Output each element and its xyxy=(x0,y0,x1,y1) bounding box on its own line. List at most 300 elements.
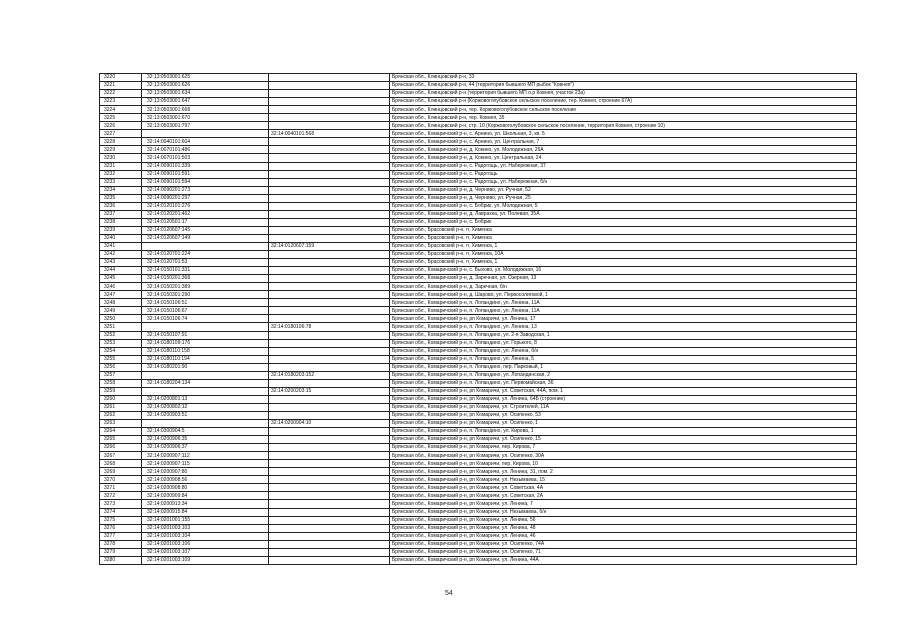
table-row xyxy=(100,74,857,82)
table-row xyxy=(100,210,857,218)
row-number-cell: 3251 xyxy=(100,323,142,331)
table-row xyxy=(100,387,857,395)
registry-table-body xyxy=(100,74,857,565)
row-number-cell: 3226 xyxy=(100,122,142,130)
cadastral-number-cell xyxy=(142,420,269,428)
table-row xyxy=(100,444,857,452)
cadastral-number-alt-cell xyxy=(269,516,390,524)
table-row xyxy=(100,218,857,226)
row-number-cell: 3275 xyxy=(100,516,142,524)
row-number-cell: 3241 xyxy=(100,242,142,250)
address-cell: Брянская обл., Комаричский р-н, д. Черняво, ул. Ручная, 25 xyxy=(390,194,857,202)
address-cell: Брянская обл., Клинцовский р-н, стр. 10 (Коржовоголубовское сельское поселение, территория Ковнея, строение 10) xyxy=(390,122,857,130)
table-row xyxy=(100,178,857,186)
row-number-cell: 3236 xyxy=(100,202,142,210)
row-number-cell: 3270 xyxy=(100,476,142,484)
table-row xyxy=(100,371,857,379)
cadastral-number-alt-cell xyxy=(269,90,390,98)
table-row xyxy=(100,122,857,130)
row-number-cell: 3235 xyxy=(100,194,142,202)
table-row xyxy=(100,234,857,242)
cadastral-number-alt-cell xyxy=(269,218,390,226)
cadastral-number-alt-cell xyxy=(269,275,390,283)
address-cell: Брянская обл., Комаричский р-н, рп Комаричи, ул. Незымаева, б/н xyxy=(390,508,857,516)
table-row xyxy=(100,500,857,508)
address-cell: Брянская обл., Брасовский р-н, п. Хименка xyxy=(390,234,857,242)
table-row xyxy=(100,146,857,154)
address-cell: Брянская обл., Комаричский р-н, рп Комаричи, ул. Осипенко, 30А xyxy=(390,452,857,460)
cadastral-number-cell: 32:13:0503001:626 xyxy=(142,82,269,90)
row-number-cell: 3260 xyxy=(100,395,142,403)
cadastral-number-cell: 32:14:0180110:194 xyxy=(142,355,269,363)
cadastral-number-alt-cell xyxy=(269,492,390,500)
table-row xyxy=(100,411,857,419)
address-cell: Брянская обл., Комаричский р-н, п. Лопандино, ул. 2-я Заводская, 1 xyxy=(390,331,857,339)
table-row xyxy=(100,154,857,162)
cadastral-number-cell: 32:14:0150106:51 xyxy=(142,299,269,307)
cadastral-number-cell: 32:14:0150301:290 xyxy=(142,291,269,299)
address-cell: Брянская обл., Комаричский р-н, рп Комаричи, пер. Кирова, 10 xyxy=(390,460,857,468)
address-cell: Брянская обл., Комаричский р-н, рп Комаричи, ул. Осипенко, 15 xyxy=(390,436,857,444)
table-row xyxy=(100,516,857,524)
row-number-cell: 3279 xyxy=(100,548,142,556)
address-cell: Брянская обл., Комаричский р-н, рп Комаричи, ул. Строителей, 11А xyxy=(390,403,857,411)
cadastral-number-cell: 32:14:0150101:331 xyxy=(142,267,269,275)
cadastral-number-cell: 32:14:0120607:149 xyxy=(142,234,269,242)
cadastral-number-cell: 32:14:0120501:17 xyxy=(142,218,269,226)
address-cell: Брянская обл., Комаричский р-н, п. Лопандино, ул. Первомайская, 36 xyxy=(390,379,857,387)
cadastral-number-cell: 32:14:0150106:74 xyxy=(142,315,269,323)
cadastral-number-cell: 32:14:0200907:80 xyxy=(142,468,269,476)
cadastral-number-cell: 32:14:0180109:176 xyxy=(142,339,269,347)
address-cell: Брянская обл., Комаричский р-н, рп Комаричи, ул. Осипенко, 53 xyxy=(390,411,857,419)
address-cell: Брянская обл., Комаричский р-н, п. Лопандино, пер. Парковый, 1 xyxy=(390,363,857,371)
row-number-cell: 3229 xyxy=(100,146,142,154)
address-cell: Брянская обл., Комаричский р-н, с. Бобрик xyxy=(390,218,857,226)
cadastral-number-cell: 32:14:0200909:84 xyxy=(142,492,269,500)
address-cell: Брянская обл., Брасовский р-н, п. Хименка xyxy=(390,226,857,234)
cadastral-number-alt-cell xyxy=(269,532,390,540)
row-number-cell: 3237 xyxy=(100,210,142,218)
table-row xyxy=(100,259,857,267)
cadastral-number-cell: 32:14:0180201:90 xyxy=(142,363,269,371)
cadastral-number-cell: 32:14:0070101:503 xyxy=(142,154,269,162)
cadastral-number-cell: 32:14:0090101:594 xyxy=(142,178,269,186)
cadastral-number-alt-cell xyxy=(269,508,390,516)
cadastral-number-cell: 32:14:0201003:107 xyxy=(142,548,269,556)
cadastral-number-cell xyxy=(142,371,269,379)
cadastral-number-cell: 32:14:0200908:56 xyxy=(142,476,269,484)
cadastral-number-cell: 32:14:0090101:591 xyxy=(142,170,269,178)
cadastral-number-cell: 32:14:0200802:12 xyxy=(142,403,269,411)
cadastral-number-cell: 32:14:0200906:35 xyxy=(142,436,269,444)
address-cell: Брянская обл., Комаричский р-н, рп Комаричи, ул. Ленина, 48 xyxy=(390,524,857,532)
cadastral-number-alt-cell xyxy=(269,162,390,170)
cadastral-number-cell: 32:14:0200908:80 xyxy=(142,484,269,492)
cadastral-number-cell: 32:14:0150201:368 xyxy=(142,275,269,283)
row-number-cell: 3245 xyxy=(100,275,142,283)
address-cell: Брянская обл., Клинцовский р-н, 33 xyxy=(390,74,857,82)
table-row xyxy=(100,476,857,484)
table-row xyxy=(100,428,857,436)
cadastral-number-cell: 32:13:0503001:797 xyxy=(142,122,269,130)
cadastral-number-alt-cell xyxy=(269,548,390,556)
table-row xyxy=(100,194,857,202)
address-cell: Брянская обл., Комаричский р-н, п. Лопандино, ул. Ленина, 13 xyxy=(390,323,857,331)
cadastral-number-alt-cell xyxy=(269,283,390,291)
table-row xyxy=(100,291,857,299)
row-number-cell: 3274 xyxy=(100,508,142,516)
table-row xyxy=(100,540,857,548)
cadastral-number-cell: 32:14:0180110:158 xyxy=(142,347,269,355)
cadastral-number-cell: 32:14:0200915:84 xyxy=(142,508,269,516)
cadastral-number-cell: 32:14:0120701:224 xyxy=(142,251,269,259)
cadastral-number-alt-cell xyxy=(269,291,390,299)
row-number-cell: 3278 xyxy=(100,540,142,548)
cadastral-number-alt-cell xyxy=(269,452,390,460)
row-number-cell: 3233 xyxy=(100,178,142,186)
cadastral-number-cell: 32:14:0200907:112 xyxy=(142,452,269,460)
row-number-cell: 3259 xyxy=(100,387,142,395)
row-number-cell: 3267 xyxy=(100,452,142,460)
cadastral-number-alt-cell: 32:14:0200203:15 xyxy=(269,387,390,395)
address-cell: Брянская обл., Комаричский р-н, д. Лаврахка, ул. Полевая, 35А xyxy=(390,210,857,218)
row-number-cell: 3253 xyxy=(100,339,142,347)
cadastral-number-cell: 32:14:0090201:297 xyxy=(142,194,269,202)
cadastral-number-cell: 32:14:0120607:145 xyxy=(142,226,269,234)
address-cell: Брянская обл., Комаричский р-н, рп Комаричи, ул. Осипенко, 1 xyxy=(390,420,857,428)
cadastral-number-cell xyxy=(142,242,269,250)
address-cell: Брянская обл., Комаричский р-н, с. Радогощь, ул. Набережная, б/н xyxy=(390,178,857,186)
cadastral-number-alt-cell xyxy=(269,307,390,315)
cadastral-number-alt-cell xyxy=(269,379,390,387)
row-number-cell: 3273 xyxy=(100,500,142,508)
address-cell: Брянская обл., Комаричский р-н, п. Лопандино, ул. Лопандинская, 2 xyxy=(390,371,857,379)
cadastral-number-alt-cell xyxy=(269,146,390,154)
address-cell: Брянская обл., Комаричский р-н, д. Заречная, б/н xyxy=(390,283,857,291)
table-row xyxy=(100,162,857,170)
cadastral-number-alt-cell xyxy=(269,114,390,122)
table-row xyxy=(100,524,857,532)
row-number-cell: 3243 xyxy=(100,259,142,267)
address-cell: Брянская обл., Комаричский р-н, рп Комаричи, пер. Кирова, 7 xyxy=(390,444,857,452)
address-cell: Брянская обл., Клинцовский р-н (Коржовоголубовское сельское поселение, тер. Ковнея, строение 67А) xyxy=(390,98,857,106)
row-number-cell: 3227 xyxy=(100,130,142,138)
cadastral-number-alt-cell xyxy=(269,315,390,323)
table-row xyxy=(100,267,857,275)
cadastral-number-cell: 32:14:0120101:276 xyxy=(142,202,269,210)
cadastral-number-alt-cell xyxy=(269,82,390,90)
row-number-cell: 3250 xyxy=(100,315,142,323)
table-row xyxy=(100,170,857,178)
address-cell: Брянская обл., Комаричский р-н, рп Комаричи, ул. Осипенко, 74А xyxy=(390,540,857,548)
address-cell: Брянская обл., Комаричский р-н, рп Комаричи, ул. Советская, 44А, пом. 1 xyxy=(390,387,857,395)
table-row xyxy=(100,138,857,146)
row-number-cell: 3257 xyxy=(100,371,142,379)
address-cell: Брянская обл., Клинцовский р-н, тер. Коржовоголубовское сельское поселение xyxy=(390,106,857,114)
address-cell: Брянская обл., Комаричский р-н, рп Комаричи, ул. Ленина, 56 xyxy=(390,516,857,524)
address-cell: Брянская обл., Комаричский р-н, п. Лопандино, ул. Ленина, б/н xyxy=(390,347,857,355)
address-cell: Брянская обл., Комаричский р-н, д. Кокино, ул. Молодежная, 26А xyxy=(390,146,857,154)
cadastral-number-alt-cell xyxy=(269,395,390,403)
address-cell: Брянская обл., Комаричский р-н, рп Комаричи, ул. Советская, 4А xyxy=(390,484,857,492)
row-number-cell: 3230 xyxy=(100,154,142,162)
cadastral-number-cell: 32:14:0200907:115 xyxy=(142,460,269,468)
table-row xyxy=(100,548,857,556)
cadastral-number-alt-cell xyxy=(269,468,390,476)
cadastral-number-alt-cell xyxy=(269,331,390,339)
address-cell: Брянская обл., Брасовский р-н, п. Хименка, 10А xyxy=(390,251,857,259)
cadastral-number-cell: 32:14:0090101:339 xyxy=(142,162,269,170)
row-number-cell: 3232 xyxy=(100,170,142,178)
table-row xyxy=(100,283,857,291)
table-row xyxy=(100,484,857,492)
cadastral-number-alt-cell xyxy=(269,226,390,234)
cadastral-number-alt-cell xyxy=(269,363,390,371)
cadastral-number-alt-cell: 32:14:0040101:568 xyxy=(269,130,390,138)
address-cell: Брянская обл., Комаричский р-н, рп Комаричи, ул. Ленина, 64Б (строение) xyxy=(390,395,857,403)
row-number-cell: 3265 xyxy=(100,436,142,444)
cadastral-number-alt-cell xyxy=(269,234,390,242)
cadastral-number-alt-cell xyxy=(269,484,390,492)
table-row xyxy=(100,355,857,363)
table-row xyxy=(100,379,857,387)
table-row xyxy=(100,347,857,355)
cadastral-number-alt-cell xyxy=(269,355,390,363)
cadastral-number-alt-cell xyxy=(269,540,390,548)
table-row xyxy=(100,460,857,468)
cadastral-number-cell: 32:14:0070101:486 xyxy=(142,146,269,154)
table-row xyxy=(100,275,857,283)
cadastral-number-cell: 32:14:0200913:34 xyxy=(142,500,269,508)
address-cell: Брянская обл., Комаричский р-н, рп Комаричи, ул. Ленина, 7 xyxy=(390,500,857,508)
table-row xyxy=(100,114,857,122)
address-cell: Брянская обл., Комаричский р-н, с. Бобрик, ул. Молодежная, 5 xyxy=(390,202,857,210)
address-cell: Брянская обл., Комаричский р-н, рп Комаричи, ул. Незымаева, 15 xyxy=(390,476,857,484)
table-row xyxy=(100,436,857,444)
row-number-cell: 3239 xyxy=(100,226,142,234)
row-number-cell: 3262 xyxy=(100,411,142,419)
cadastral-number-alt-cell xyxy=(269,347,390,355)
table-row xyxy=(100,242,857,250)
cadastral-number-alt-cell xyxy=(269,178,390,186)
table-row xyxy=(100,90,857,98)
cadastral-number-alt-cell xyxy=(269,299,390,307)
row-number-cell: 3280 xyxy=(100,556,142,564)
table-row xyxy=(100,323,857,331)
row-number-cell: 3272 xyxy=(100,492,142,500)
cadastral-number-alt-cell xyxy=(269,556,390,564)
cadastral-number-alt-cell xyxy=(269,186,390,194)
cadastral-number-alt-cell xyxy=(269,210,390,218)
cadastral-number-cell: 32:14:0040101:604 xyxy=(142,138,269,146)
table-row xyxy=(100,186,857,194)
address-cell: Брянская обл., Комаричский р-н, п. Лопандино, ул. Ленина, 5 xyxy=(390,355,857,363)
cadastral-number-alt-cell xyxy=(269,267,390,275)
row-number-cell: 3271 xyxy=(100,484,142,492)
cadastral-number-cell: 32:14:0180204:134 xyxy=(142,379,269,387)
cadastral-number-alt-cell xyxy=(269,339,390,347)
cadastral-number-cell: 32:14:0150107:91 xyxy=(142,331,269,339)
row-number-cell: 3228 xyxy=(100,138,142,146)
address-cell: Брянская обл., Комаричский р-н, п. Лопандино, ул. Кирова, 1 xyxy=(390,428,857,436)
cadastral-number-cell: 32:14:0200801:13 xyxy=(142,395,269,403)
cadastral-number-alt-cell xyxy=(269,444,390,452)
row-number-cell: 3238 xyxy=(100,218,142,226)
row-number-cell: 3254 xyxy=(100,347,142,355)
table-row xyxy=(100,226,857,234)
address-cell: Брянская обл., Комаричский р-н, рп Комаричи, ул. Осипенко, 71 xyxy=(390,548,857,556)
cadastral-number-cell: 32:13:0503001:668 xyxy=(142,106,269,114)
cadastral-number-cell: 32:13:0503001:634 xyxy=(142,90,269,98)
row-number-cell: 3248 xyxy=(100,299,142,307)
cadastral-number-alt-cell xyxy=(269,251,390,259)
table-row xyxy=(100,363,857,371)
row-number-cell: 3220 xyxy=(100,74,142,82)
address-cell: Брянская обл., Комаричский р-н, с. Быхово, ул. Молодежная, 16 xyxy=(390,267,857,275)
cadastral-number-alt-cell xyxy=(269,122,390,130)
cadastral-number-alt-cell xyxy=(269,194,390,202)
row-number-cell: 3258 xyxy=(100,379,142,387)
address-cell: Брянская обл., Комаричский р-н, д. Черняво, ул. Ручная, 52 xyxy=(390,186,857,194)
cadastral-number-alt-cell xyxy=(269,476,390,484)
cadastral-number-alt-cell xyxy=(269,428,390,436)
cadastral-number-alt-cell xyxy=(269,106,390,114)
cadastral-number-cell xyxy=(142,387,269,395)
table-row xyxy=(100,251,857,259)
address-cell: Брянская обл., Комаричский р-н, д. Шарово, ул. Первосолиговой, 1 xyxy=(390,291,857,299)
address-cell: Брянская обл., Комаричский р-н, с. Арнино, ул. Школьная, 3, кв. 5 xyxy=(390,130,857,138)
table-row xyxy=(100,82,857,90)
cadastral-number-cell xyxy=(142,323,269,331)
row-number-cell: 3221 xyxy=(100,82,142,90)
cadastral-number-cell: 32:14:0201003:106 xyxy=(142,540,269,548)
cadastral-number-alt-cell xyxy=(269,170,390,178)
row-number-cell: 3263 xyxy=(100,420,142,428)
row-number-cell: 3269 xyxy=(100,468,142,476)
registry-table xyxy=(99,73,857,565)
row-number-cell: 3255 xyxy=(100,355,142,363)
page-number: 54 xyxy=(445,590,453,597)
table-row xyxy=(100,315,857,323)
table-row xyxy=(100,130,857,138)
row-number-cell: 3252 xyxy=(100,331,142,339)
cadastral-number-alt-cell xyxy=(269,524,390,532)
table-row xyxy=(100,420,857,428)
table-row xyxy=(100,331,857,339)
address-cell: Брянская обл., Комаричский р-н, с. Радогощь xyxy=(390,170,857,178)
cadastral-number-cell xyxy=(142,130,269,138)
row-number-cell: 3277 xyxy=(100,532,142,540)
cadastral-number-alt-cell xyxy=(269,74,390,82)
cadastral-number-cell: 32:14:0120201:462 xyxy=(142,210,269,218)
table-row xyxy=(100,452,857,460)
cadastral-number-cell: 32:14:0201001:155 xyxy=(142,516,269,524)
address-cell: Брянская обл., Комаричский р-н, рп Комаричи, ул. Ленина, 46 xyxy=(390,532,857,540)
address-cell: Брянская обл., Комаричский р-н, рп Комаричи, ул. Ленина, 17 xyxy=(390,315,857,323)
row-number-cell: 3264 xyxy=(100,428,142,436)
cadastral-number-cell: 32:14:0300904:5 xyxy=(142,428,269,436)
row-number-cell: 3224 xyxy=(100,106,142,114)
address-cell: Брянская обл., Клинцовский р-н, 44 (территория бывшего МП рыбок "Ковнея") xyxy=(390,82,857,90)
cadastral-number-alt-cell xyxy=(269,98,390,106)
address-cell: Брянская обл., Брасовский р-н, п. Хименка, 1 xyxy=(390,242,857,250)
cadastral-number-cell: 32:14:0201003:109 xyxy=(142,556,269,564)
row-number-cell: 3234 xyxy=(100,186,142,194)
address-cell: Брянская обл., Комаричский р-н, рп Комаричи, ул. Советская, 2А xyxy=(390,492,857,500)
cadastral-number-alt-cell: 32:14:0200904:10 xyxy=(269,420,390,428)
row-number-cell: 3225 xyxy=(100,114,142,122)
row-number-cell: 3242 xyxy=(100,251,142,259)
cadastral-number-cell: 32:14:0150106:67 xyxy=(142,307,269,315)
table-row xyxy=(100,508,857,516)
cadastral-number-cell: 32:13:0503001:647 xyxy=(142,98,269,106)
cadastral-number-cell: 32:13:0503001:670 xyxy=(142,114,269,122)
address-cell: Брянская обл., Комаричский р-н, с. Арнино, ул. Центральная, 7 xyxy=(390,138,857,146)
address-cell: Брянская обл., Комаричский р-н, д. Кокино, ул. Центральная, 24 xyxy=(390,154,857,162)
table-row xyxy=(100,106,857,114)
row-number-cell: 3256 xyxy=(100,363,142,371)
address-cell: Брянская обл., Брасовский р-н, п. Хименка, 1 xyxy=(390,259,857,267)
cadastral-number-alt-cell: 32:14:0120607:159 xyxy=(269,242,390,250)
cadastral-number-cell: 32:14:0150201:389 xyxy=(142,283,269,291)
cadastral-number-alt-cell xyxy=(269,259,390,267)
table-row xyxy=(100,339,857,347)
table-row xyxy=(100,532,857,540)
cadastral-number-cell: 32:14:0201003:103 xyxy=(142,524,269,532)
row-number-cell: 3222 xyxy=(100,90,142,98)
row-number-cell: 3240 xyxy=(100,234,142,242)
cadastral-number-cell: 32:14:0090201:273 xyxy=(142,186,269,194)
table-row xyxy=(100,307,857,315)
address-cell: Брянская обл., Комаричский р-н, п. Лопандино, ул. Горького, 8 xyxy=(390,339,857,347)
address-cell: Брянская обл., Клинцовский р-н, тер. Ковнея, 35 xyxy=(390,114,857,122)
address-cell: Брянская обл., Клинцовский р-н (территория бывшего МП о.р Ковнея, участок 23а) xyxy=(390,90,857,98)
cadastral-number-alt-cell xyxy=(269,436,390,444)
cadastral-number-cell: 32:14:0201003:104 xyxy=(142,532,269,540)
cadastral-number-alt-cell xyxy=(269,202,390,210)
row-number-cell: 3247 xyxy=(100,291,142,299)
row-number-cell: 3268 xyxy=(100,460,142,468)
address-cell: Брянская обл., Комаричский р-н, п. Лопандино, ул. Ленина, 11А xyxy=(390,299,857,307)
table-row xyxy=(100,299,857,307)
row-number-cell: 3266 xyxy=(100,444,142,452)
address-cell: Брянская обл., Комаричский р-н, п. Лопандино, ул. Ленина, 11А xyxy=(390,307,857,315)
row-number-cell: 3261 xyxy=(100,403,142,411)
table-row xyxy=(100,403,857,411)
cadastral-number-alt-cell xyxy=(269,138,390,146)
cadastral-number-cell: 32:14:0200906:37 xyxy=(142,444,269,452)
cadastral-number-alt-cell xyxy=(269,411,390,419)
address-cell: Брянская обл., Комаричский р-н, с. Радогощь, ул. Набережная, 37 xyxy=(390,162,857,170)
table-row xyxy=(100,98,857,106)
row-number-cell: 3231 xyxy=(100,162,142,170)
row-number-cell: 3276 xyxy=(100,524,142,532)
cadastral-number-alt-cell xyxy=(269,500,390,508)
cadastral-number-alt-cell xyxy=(269,460,390,468)
cadastral-number-cell: 32:14:0200903:51 xyxy=(142,411,269,419)
table-row xyxy=(100,468,857,476)
row-number-cell: 3244 xyxy=(100,267,142,275)
table-row xyxy=(100,492,857,500)
address-cell: Брянская обл., Комаричский р-н, д. Заречная, ул. Озерная, 13 xyxy=(390,275,857,283)
cadastral-number-alt-cell xyxy=(269,154,390,162)
row-number-cell: 3249 xyxy=(100,307,142,315)
table-row xyxy=(100,202,857,210)
table-row xyxy=(100,395,857,403)
cadastral-number-alt-cell: 32:14:0180203:152 xyxy=(269,371,390,379)
row-number-cell: 3223 xyxy=(100,98,142,106)
